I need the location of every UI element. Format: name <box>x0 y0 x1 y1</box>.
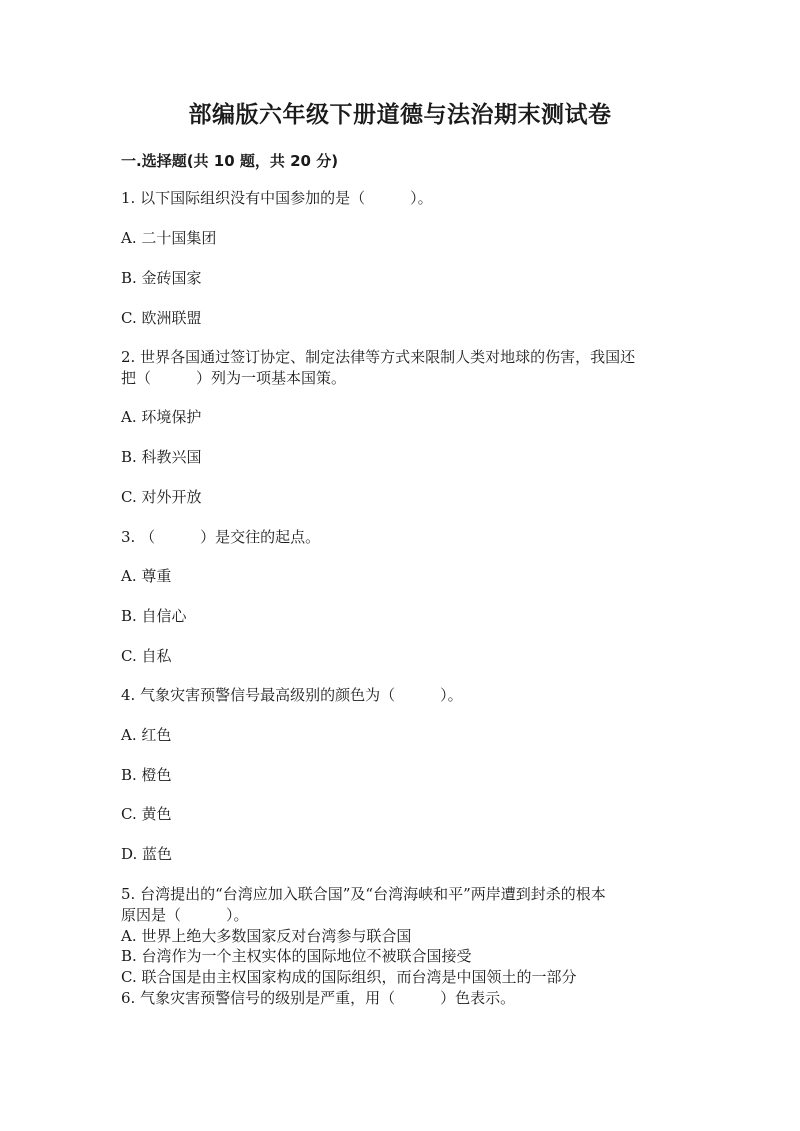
question-2-option-b: B. 科教兴国 <box>121 448 202 466</box>
question-5-option-c: C. 联合国是由主权国家构成的国际组织，而台湾是中国领土的一部分 <box>121 968 577 986</box>
question-5-stem-line-2: 原因是（ ）。 <box>121 906 249 924</box>
question-3-stem: 3. （ ）是交往的起点。 <box>121 528 321 546</box>
question-5-option-a: A. 世界上绝大多数国家反对台湾参与联合国 <box>121 927 412 945</box>
section-heading: 一.选择题(共 10 题，共 20 分) <box>121 152 339 170</box>
question-4-option-c: C. 黄色 <box>121 805 172 823</box>
question-1-option-b: B. 金砖国家 <box>121 269 202 287</box>
question-2-option-a: A. 环境保护 <box>121 408 202 426</box>
question-1-option-a: A. 二十国集团 <box>121 229 217 247</box>
question-4-option-a: A. 红色 <box>121 726 172 744</box>
question-5-stem-line-1: 5. 台湾提出的“台湾应加入联合国”及“台湾海峡和平”两岸遭到封杀的根本 <box>121 885 606 903</box>
question-2-option-c: C. 对外开放 <box>121 488 202 506</box>
question-6-stem: 6. 气象灾害预警信号的级别是严重，用（ ）色表示。 <box>121 989 516 1007</box>
question-3-option-b: B. 自信心 <box>121 607 187 625</box>
question-4-stem: 4. 气象灾害预警信号最高级别的颜色为（ ）。 <box>121 686 463 704</box>
question-2-stem-line-1: 2. 世界各国通过签订协定、制定法律等方式来限制人类对地球的伤害，我国还 <box>121 348 636 366</box>
question-3-option-a: A. 尊重 <box>121 567 172 585</box>
question-2-stem-line-2: 把（ ）列为一项基本国策。 <box>121 369 347 387</box>
question-4-option-b: B. 橙色 <box>121 766 172 784</box>
question-1-option-c: C. 欧洲联盟 <box>121 309 202 327</box>
question-3-option-c: C. 自私 <box>121 647 172 665</box>
question-1-stem: 1. 以下国际组织没有中国参加的是（ ）。 <box>121 189 433 207</box>
question-5-option-b: B. 台湾作为一个主权实体的国际地位不被联合国接受 <box>121 947 472 965</box>
question-4-option-d: D. 蓝色 <box>121 845 173 863</box>
page-title: 部编版六年级下册道德与法治期末测试卷 <box>188 102 612 128</box>
